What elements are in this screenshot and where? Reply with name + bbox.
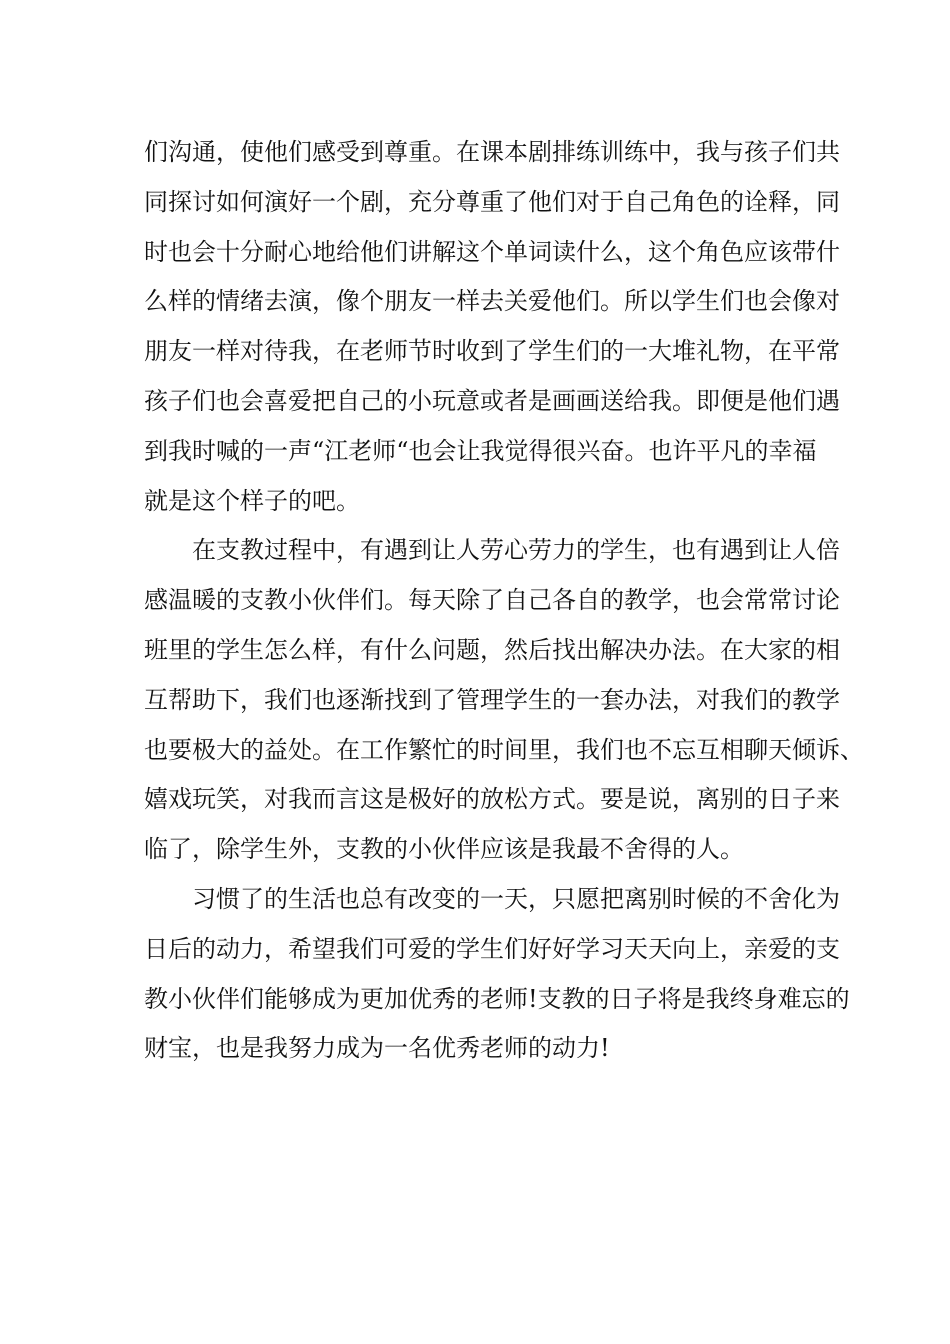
paragraph-first-line: 习惯了的生活也总有改变的一天，只愿把离别时候的不舍化为 [192, 884, 840, 913]
text-line: 教小伙伴们能够成为更加优秀的老师!支教的日子将是我终身难忘的 [144, 984, 850, 1013]
text-line: 也要极大的益处。在工作繁忙的时间里，我们也不忘互相聊天倾诉、 [144, 735, 864, 764]
text-line: 互帮助下，我们也逐渐找到了管理学生的一套办法，对我们的教学 [144, 685, 840, 714]
text-line: 到我时喊的一声“江老师“也会让我觉得很兴奋。也许平凡的幸福 [144, 436, 817, 465]
text-line: 日后的动力，希望我们可爱的学生们好好学习天天向上，亲爱的支 [144, 934, 840, 963]
text-line: 就是这个样子的吧。 [144, 486, 360, 515]
text-line: 朋友一样对待我，在老师节时收到了学生们的一大堆礼物，在平常 [144, 337, 840, 366]
text-line: 感温暖的支教小伙伴们。每天除了自己各自的教学，也会常常讨论 [144, 586, 840, 615]
text-line: 们沟通，使他们感受到尊重。在课本剧排练训练中，我与孩子们共 [144, 138, 840, 166]
text-line: 班里的学生怎么样，有什么问题，然后找出解决办法。在大家的相 [144, 635, 840, 664]
text-line: 临了，除学生外，支教的小伙伴应该是我最不舍得的人。 [144, 835, 744, 864]
text-line: 时也会十分耐心地给他们讲解这个单词读什么，这个角色应该带什 [144, 237, 840, 266]
paragraph-first-line: 在支教过程中，有遇到让人劳心劳力的学生，也有遇到让人倍 [192, 536, 840, 565]
text-line: 财宝，也是我努力成为一名优秀老师的动力! [144, 1034, 610, 1063]
text-line: 同探讨如何演好一个剧，充分尊重了他们对于自己角色的诠释，同 [144, 187, 840, 216]
text-line: 孩子们也会喜爱把自己的小玩意或者是画画送给我。即便是他们遇 [144, 386, 840, 415]
body-text [144, 128, 864, 1074]
text-line: 嬉戏玩笑，对我而言这是极好的放松方式。要是说，离别的日子来 [144, 785, 840, 814]
text-line: 么样的情绪去演，像个朋友一样去关爱他们。所以学生们也会像对 [144, 287, 840, 316]
